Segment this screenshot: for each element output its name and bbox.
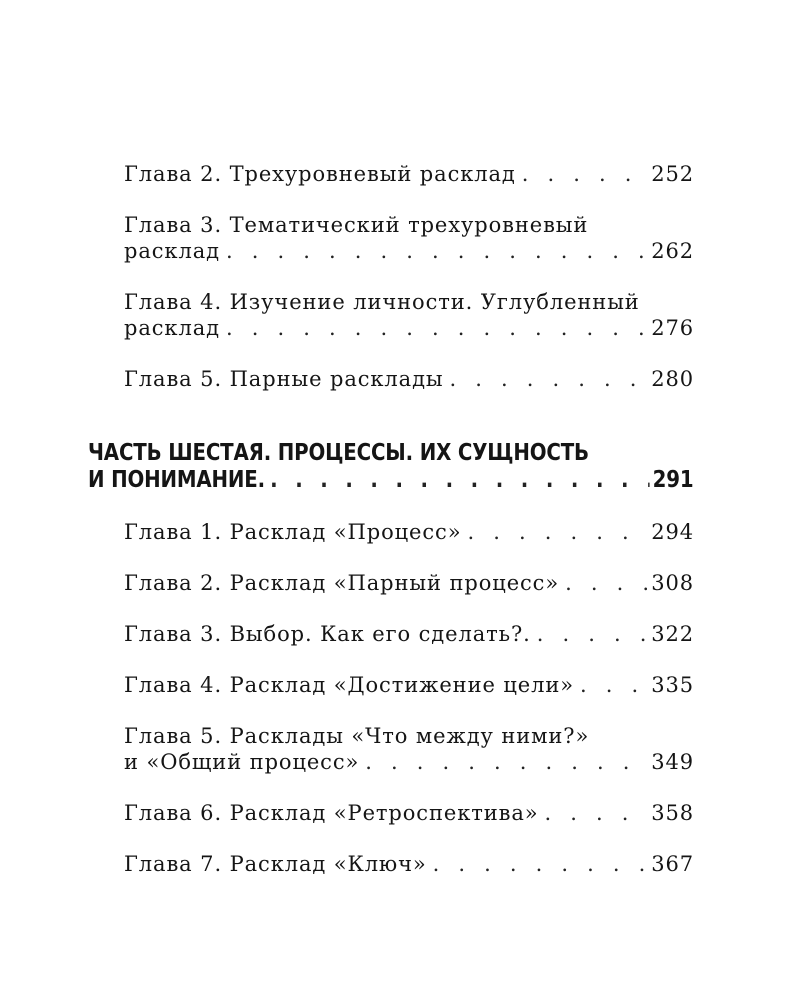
dot-leader — [226, 239, 647, 263]
toc-entry-page: 335 — [651, 673, 694, 697]
toc-entry-page: 280 — [651, 367, 694, 391]
toc-part-heading-line1 — [88, 440, 693, 466]
toc-entry-page: 322 — [651, 622, 694, 646]
toc-entry-chapter-2 — [124, 162, 694, 186]
toc-entry-chapter-7 — [124, 852, 694, 876]
toc-entry-page: 294 — [651, 520, 694, 544]
part-title: ЧАСТЬ ШЕСТАЯ. ПРОЦЕССЫ. ИХ СУЩНОСТЬ — [88, 440, 589, 466]
dot-leader — [433, 852, 648, 876]
toc-entry-page: 308 — [651, 571, 694, 595]
toc-entry-title-cont: и «Общий процесс» — [124, 750, 360, 774]
part-title-cont: И ПОНИМАНИЕ. — [88, 467, 265, 493]
dot-leader — [450, 367, 648, 391]
toc-entry-chapter-1 — [124, 520, 694, 544]
toc-entry-title-cont: расклад — [124, 239, 220, 263]
toc-entry-chapter-5b — [124, 750, 694, 774]
toc-entry-title: Глава 5. Расклады «Что между ними?» — [124, 724, 590, 748]
toc-entry-page: 358 — [651, 801, 694, 825]
toc-entry-title: Глава 2. Трехуровневый расклад — [124, 162, 516, 186]
part-page: 291 — [652, 467, 694, 493]
toc-entry-chapter-6 — [124, 801, 694, 825]
toc-entry-page: 276 — [651, 316, 694, 340]
toc-entry-chapter-2b — [124, 571, 694, 595]
toc-entry-chapter-3-line1 — [124, 213, 694, 237]
dot-leader — [580, 673, 647, 697]
dot-leader — [545, 801, 648, 825]
toc-entry-chapter-4-line1 — [124, 290, 694, 314]
dot-leader — [537, 622, 647, 646]
toc-entry-title: Глава 3. Выбор. Как его сделать?. — [124, 622, 531, 646]
toc-entry-chapter-3 — [124, 239, 694, 263]
dot-leader — [522, 162, 647, 186]
toc-entry-page: 262 — [651, 239, 694, 263]
toc-entry-chapter-4b — [124, 673, 694, 697]
toc-part-heading — [88, 467, 693, 493]
toc-entry-title: Глава 2. Расклад «Парный процесс» — [124, 571, 560, 595]
toc-entry-page: 367 — [651, 852, 694, 876]
toc-entry-title: Глава 4. Изучение личности. Углубленный — [124, 290, 640, 314]
toc-entry-title: Глава 1. Расклад «Процесс» — [124, 520, 462, 544]
toc-entry-title: Глава 7. Расклад «Ключ» — [124, 852, 427, 876]
toc-entry-page: 252 — [651, 162, 694, 186]
toc-entry-page: 349 — [651, 750, 694, 774]
toc-entry-chapter-4 — [124, 316, 694, 340]
dot-leader — [565, 571, 647, 595]
toc-entry-title: Глава 3. Тематический трехуровневый — [124, 213, 589, 237]
toc-entry-title: Глава 5. Парные расклады — [124, 367, 444, 391]
dot-leader — [467, 520, 647, 544]
toc-entry-title-cont: расклад — [124, 316, 220, 340]
toc-entry-title: Глава 4. Расклад «Достижение цели» — [124, 673, 574, 697]
dot-leader — [365, 750, 647, 774]
toc-entry-chapter-3b — [124, 622, 694, 646]
dot-leader — [226, 316, 647, 340]
toc-entry-chapter-5 — [124, 367, 694, 391]
toc-entry-chapter-5b-line1 — [124, 724, 694, 748]
dot-leader — [270, 467, 649, 493]
toc-entry-title: Глава 6. Расклад «Ретроспектива» — [124, 801, 539, 825]
